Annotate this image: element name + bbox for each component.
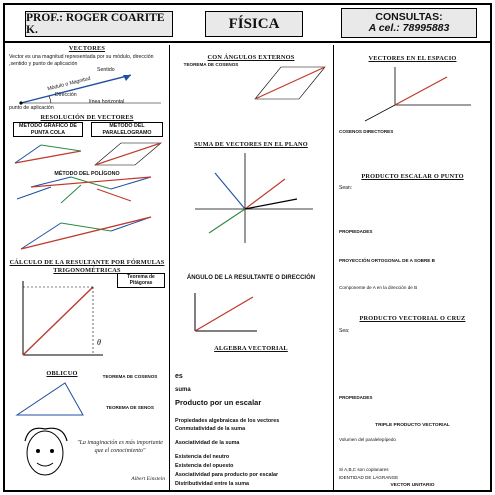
section-title-producto-escalar: PRODUCTO ESCALAR O PUNTO [361, 173, 464, 180]
section-title-calculo: CÁLCULO DE LA RESULTANTE POR FÓRMULAS TRIGONOMÉTRICAS [9, 259, 165, 274]
method-tip-to-tail: MÉTODO GRÁFICO DE PUNTA COLA [13, 122, 83, 137]
label-sean: Sean: [339, 185, 353, 191]
column-divider-2 [333, 45, 334, 492]
resultant-angle-diagram [191, 289, 261, 335]
prop-neutro: Existencia del neutro [175, 454, 230, 460]
label-direccion: Dirección [55, 92, 77, 98]
contact-label: CONSULTAS: [375, 10, 443, 23]
contact-phone: A cel.: 78995883 [368, 22, 450, 34]
prop-conmutatividad: Conmutatividad de la suma [175, 426, 246, 432]
label-producto-escalar: Producto por un escalar [175, 398, 262, 407]
method-polygon: MÉTODO DEL POLÍGONO [54, 171, 120, 177]
label-suma: suma [175, 387, 191, 393]
label-punto: punto de aplicación [9, 105, 54, 111]
prop-opuesto: Existencia del opuesto [175, 463, 234, 469]
vector-anatomy-diagram [11, 65, 165, 109]
label-coplanares: Si A,B,C son coplanares [339, 467, 389, 472]
label-proyeccion: PROYECCIÓN ORTOGONAL DE A SOBRE B [339, 258, 435, 263]
section-title-suma-plano: SUMA DE VECTORES EN EL PLANO [194, 141, 308, 148]
label-modulo: Módulo o Magnitud [46, 75, 92, 93]
section-title-algebra: ALGEBRA VECTORIAL [214, 345, 288, 352]
method-parallelogram: MÉTODO DEL PARALELOGRAMO [91, 122, 163, 137]
label-linea: línea horizontal [89, 99, 125, 105]
subject-title: FÍSICA [228, 15, 280, 32]
label-cosenos-directores: COSENOS DIRECTORES [339, 129, 394, 134]
label-vector-unitario: VECTOR UNITARIO [390, 483, 435, 488]
label-propiedades-1: PROPIEDADES [339, 229, 373, 234]
svg-text:θ: θ [97, 338, 101, 347]
label-propiedades-2: PROPIEDADES [339, 395, 373, 400]
einstein-quote: "La imaginación es más importante que el conocimiento" [77, 440, 163, 454]
teacher-name-box [25, 11, 173, 37]
column-vector-sums [171, 45, 331, 492]
label-identidad: IDENTIDAD DE LAGRANGE [339, 475, 399, 480]
label-sentido: Sentido [97, 67, 115, 73]
section-title-producto-vectorial: PRODUCTO VECTORIAL O CRUZ [359, 315, 466, 322]
label-sea: Sea: [339, 328, 350, 334]
subject-box [205, 11, 303, 37]
section-title-resolucion: RESOLUCIÓN DE VECTORES [40, 114, 134, 121]
prop-asoc-escalar: Asociatividad para producto por escalar [175, 472, 279, 478]
label-componente: Componente de A en la dirección de B [339, 285, 418, 290]
law-cosine-label: TEOREMA DE COSENOS [183, 62, 239, 67]
formula-sheet [3, 3, 492, 492]
resultant-angle-label: ÁNGULO DE LA RESULTANTE O DIRECCIÓN [186, 275, 316, 281]
label-triple-producto: TRIPLE PRODUCTO VECTORIAL [375, 423, 450, 428]
header-bar [5, 5, 490, 43]
pythagoras-label: Teorema de Pitágoras [117, 273, 165, 288]
section-title-angulos: CON ÁNGULOS EXTERNOS [207, 54, 295, 61]
plane-sum-diagram [185, 149, 317, 245]
prop-asociatividad: Asociatividad de la suma [175, 440, 240, 446]
column-vectors-space [335, 45, 490, 492]
space-axes-diagram [355, 65, 475, 123]
column-vectors-basics [7, 45, 167, 492]
einstein-portrait [15, 423, 75, 489]
vector-definition: Vector es una magnitud representada por su módulo, dirección ,sentido y punto de aplicación [9, 54, 154, 67]
polygon-method-diagrams [11, 179, 165, 259]
pythagoras-diagram [13, 275, 113, 365]
label-volumen: Volumen del paralelepípedo [339, 437, 396, 442]
label-propiedades: Propiedades algebraicas de los vectores [175, 418, 280, 424]
label-es: es [175, 373, 183, 380]
quote-author: Albert Einstein [131, 476, 165, 482]
prop-distributividad: Distributividad entre la suma [175, 481, 249, 487]
contact-box [341, 8, 477, 38]
oblique-triangle-diagram [13, 379, 89, 419]
law-cosines-label: TEOREMA DE COSENOS [102, 374, 158, 379]
external-angle-diagram [251, 63, 329, 103]
column-divider-1 [169, 45, 170, 492]
section-title-espacio: VECTORES EN EL ESPACIO [368, 55, 457, 62]
teacher-name: PROF.: ROGER COARITE K. [26, 12, 165, 36]
law-sines-label: TEOREMA DE SENOS [106, 405, 154, 410]
section-title-vectores: VECTORES [68, 45, 106, 52]
section-title-oblicuo: OBLICUO [46, 370, 78, 377]
